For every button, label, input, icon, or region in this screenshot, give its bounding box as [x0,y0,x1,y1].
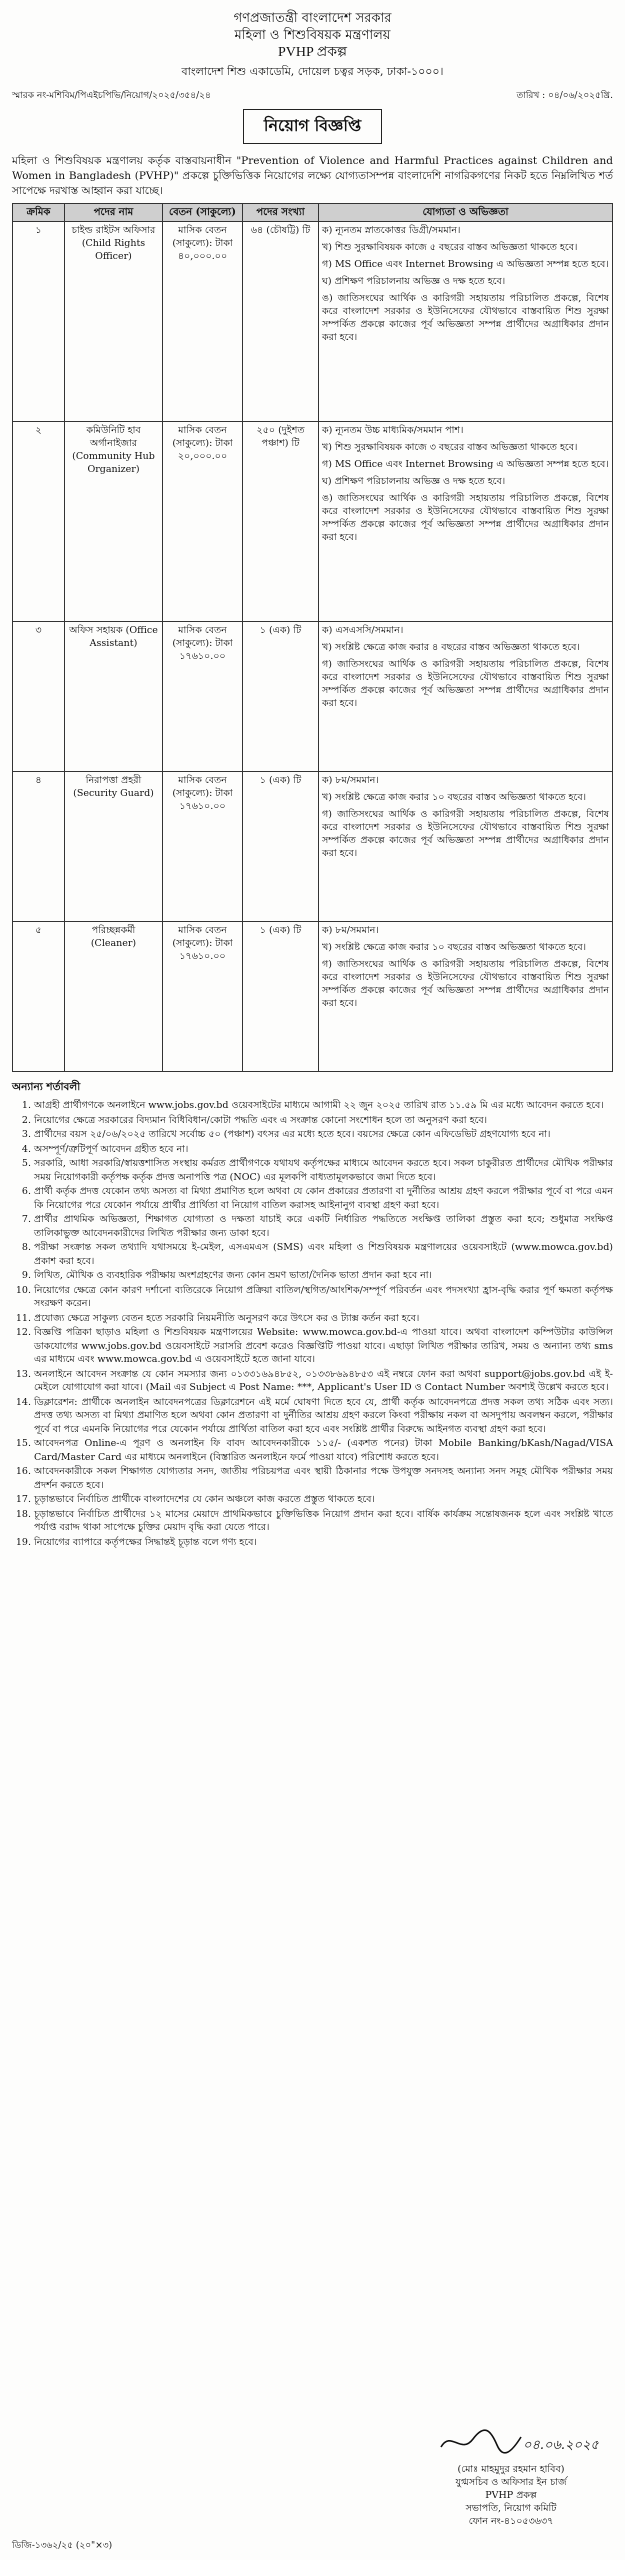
term-item: 16. আবেদনকারীকে সকল শিক্ষাগত যোগ্যতার সনদ, জাতীয় পরিচয়পত্র এবং স্থায়ী ঠিকানার পক্ষে উপযুক্ত সনদসহ অন্যান্য সনদ সমূহ মৌখিক পরীক্ষার সময় প্রদর্শন করতে হবে। [34,1465,613,1492]
term-item: 4. অসম্পূর্ণ/ত্রুটিপূর্ণ আবেদন গ্রহীত হবে না। [34,1143,613,1157]
qualification-item: গ) MS Office এবং Internet Browsing এ অভিজ্ঞতা সম্পন্ন হতে হবে। [322,459,609,470]
count-cell: ১ (এক) টি [243,772,319,922]
post-cell: নিরাপত্তা প্রহরী (Security Guard) [65,772,163,922]
col-salary: বেতন (সাকুল্যে) [163,204,243,222]
qualification-item: গ) জাতিসংঘের আর্থিক ও কারিগরী সহায়তায় পরিচালিত প্রকল্পে, বিশেষ করে বাংলাদেশ সরকার ও ইউনিসেফের যৌথভাবে বাস্তবায়িত শিশু সুরক্ষা সম্পর্কিত প্রকল্পে কাজের পূর্ব অভিজ্ঞতা সম্পন্ন প্রার্থীদের অগ্রাধিকার প্রদান করা হবে। [322,659,609,709]
serial-cell: ৪ [13,772,65,922]
qualification-item: খ) সংশ্লিষ্ট ক্ষেত্রে কাজ করার ৪ বছরের বাস্তব অভিজ্ঞতা থাকতে হবে। [322,642,580,653]
signature-block [411,2425,611,2528]
term-item: 7. প্রার্থীর প্রাথমিক অভিজ্ঞতা, শিক্ষাগত যোগ্যতা ও দক্ষতা যাচাই করে একটি নির্ধারিত পদ্ধতিতে সংক্ষিপ্ত তালিকা প্রস্তুত করা হবে; শুধুমাত্র সংক্ষিপ্ত তালিকাভুক্ত আবেদনকারীদের লিখিত পরীক্ষার জন্য ডাকা হবে। [34,1213,613,1240]
term-item: 11. প্রযোজ্য ক্ষেত্রে সাকুল্য বেতন হতে সরকারি নিয়মনীতি অনুসরণ করে উৎসে কর ও ট্যাক্স কর্তন করা হবে। [34,1312,613,1326]
term-item: 10. নিয়োগের ক্ষেত্রে কোন কারণ দর্শানো ব্যতিরেকে নিয়োগ প্রক্রিয়া বাতিল/স্থগিত/আংশিক/সম্পূর্ণ পরিবর্তন এবং পদসংখ্যা হ্রাস-বৃদ্ধি করার পূর্ণ ক্ষমতা কর্তৃপক্ষ সংরক্ষণ করেন। [34,1284,613,1311]
serial-cell: ৫ [13,922,65,1072]
memo-number: স্মারক নং-মশিবিম/পিএইচপিভি/নিয়োগ/২০২৫/৩৫৪/২৪ [12,91,211,101]
term-item: 12. বিজ্ঞপ্তি পত্রিকা ছাড়াও মহিলা ও শিশুবিষয়ক মন্ত্রণালয়ের Website: www.mowca.gov.bd-এ পাওয়া যাবে। অথবা বাংলাদেশ কম্পিউটার কাউন্সিল ডাকযোগের www.jobs.gov.bd ওয়েবসাইটে সরাসরি প্রবেশ করেও বিজ্ঞপ্তিটি পাওয়া যাবে। এছাড়া লিখিত পরীক্ষার তারিখ, সময় ও অন্যান্য তথ্য sms এর মাধ্যমে এবং www.mowca.gov.bd এ ওয়েবসাইটে হতে জানা যাবে। [34,1326,613,1367]
signature-date: ০৪.০৬.২০২৫ [523,2438,599,2453]
qualification-cell [319,772,613,922]
table-header-row [13,204,613,222]
qualification-item: ঙ) জাতিসংঘের আর্থিক ও কারিগরী সহায়তায় পরিচালিত প্রকল্পে, বিশেষ করে বাংলাদেশ সরকার ও ইউনিসেফের যৌথভাবে বাস্তবায়িত শিশু সুরক্ষা সম্পর্কিত প্রকল্পে কাজের পূর্ব অভিজ্ঞতা সম্পন্ন প্রার্থীদের অগ্রাধিকার প্রদান করা হবে। [322,493,609,543]
qualification-cell [319,922,613,1072]
signature-image [431,2425,599,2459]
signatory-designation: যুগ্মসচিব ও অফিসার ইন চার্জ [455,2477,567,2488]
term-item: 6. প্রার্থী কর্তৃক প্রদত্ত যেকোন তথ্য অসত্য বা মিথ্যা প্রমাণিত হলে অথবা যে কোন প্রকারের প্রতারণা বা দুর্নীতির আশ্রয় গ্রহণ করলে পরীক্ষার পূর্বে বা পরে এমন কি নিয়োগের পরে যেকোন পর্যায়ে প্রার্থীর প্রার্থিতা বা নিয়োগ বাতিল করাসহ আইনানুগ ব্যবস্থা গ্রহণ করা হবে। [34,1185,613,1212]
qualification-item: খ) শিশু সুরক্ষাবিষয়ক কাজে ৫ বছরের বাস্তব অভিজ্ঞতা থাকতে হবে। [322,242,578,253]
header-ministry: মহিলা ও শিশুবিষয়ক মন্ত্রণালয় [234,28,391,43]
term-item: 5. সরকারি, আধা সরকারি/স্বায়ত্তশাসিত সংস্থায় কর্মরত প্রার্থীগণকে যথাযথ কর্তৃপক্ষের মাধ্যমে আবেদন করতে হবে। সকল চাকুরীরত প্রার্থীদের মৌখিক পরীক্ষার সময় নিয়োগকারী কর্তৃপক্ষ কর্তৃক প্রদত্ত অনাপত্তি পত্র (NOC) এর মূলকপি বাধ্যতামূলকভাবে জমা দিতে হবে। [34,1157,613,1184]
header [12,10,613,80]
salary-cell: মাসিক বেতন (সাকুল্যে): টাকা ১৭৬১০.০০ [163,922,243,1072]
memo-line [12,88,613,103]
term-item: 2. নিয়োগের ক্ষেত্রে সরকারের বিদ্যমান বিধিবিধান/কোটা পদ্ধতি এবং এ সংক্রান্ত কোনো সংশোধন হলে তা অনুসরণ করা হবে। [34,1114,613,1128]
qualification-item: ক) ৮ম/সমমান। [322,925,379,936]
salary-cell: মাসিক বেতন (সাকুল্যে): টাকা ২০,০০০.০০ [163,422,243,622]
table-row [13,222,613,422]
intro-paragraph: মহিলা ও শিশুবিষয়ক মন্ত্রণালয় কর্তৃক বাস্তবায়নাধীন "Prevention of Violence and Harmful Practices against Children and Women in Bangladesh (PVHP)" প্রকল্পে চুক্তিভিত্তিক নিয়োগের লক্ষ্যে যোগ্যতাসম্পন্ন বাংলাদেশি নাগরিকগণের নিকট হতে নিম্নলিখিত শর্ত সাপেক্ষে দরখাস্ত আহ্বান করা যাচ্ছে। [12,155,613,197]
terms-list [12,1099,613,1549]
qualification-item: ক) ৮ম/সমমান। [322,775,379,786]
qualification-item: ক) ন্যূনতম স্নাতকোত্তর ডিগ্রী/সমমান। [322,225,461,236]
header-govt: গণপ্রজাতন্ত্রী বাংলাদেশ সরকার [233,11,392,26]
col-post: পদের নাম [65,204,163,222]
term-item: 18. চূড়ান্তভাবে নির্বাচিত প্রার্থীদের ১২ মাসের মেয়াদে প্রাথমিকভাবে চুক্তিভিত্তিক নিয়োগ প্রদান করা হবে। বার্ষিক কার্যক্রম সন্তোষজনক হলে এবং সংশ্লিষ্ট খাতে পর্যাপ্ত বরাদ্দ থাকা সাপেক্ষে চুক্তির মেয়াদ বৃদ্ধি করা যেতে পারে। [34,1508,613,1535]
signatory-org: PVHP প্রকল্প [485,2490,537,2501]
count-cell: ৬৪ (চৌষট্টি) টি [243,222,319,422]
header-project: PVHP প্রকল্প [277,45,347,60]
term-item: 19. নিয়োগের ব্যাপারে কর্তৃপক্ষের সিদ্ধান্তই চূড়ান্ত বলে গণ্য হবে। [34,1536,613,1550]
qualification-item: ক) এসএসসি/সমমান। [322,625,404,636]
qualification-item: গ) জাতিসংঘের আর্থিক ও কারিগরী সহায়তায় পরিচালিত প্রকল্পে, বিশেষ করে বাংলাদেশ সরকার ও ইউনিসেফের যৌথভাবে বাস্তবায়িত শিশু সুরক্ষা সম্পর্কিত প্রকল্পে কাজের পূর্ব অভিজ্ঞতা সম্পন্ন প্রার্থীদের অগ্রাধিকার প্রদান করা হবে। [322,959,609,1009]
term-item: 1. আগ্রহী প্রার্থীগণকে অনলাইনে www.jobs.gov.bd ওয়েবসাইটের মাধ্যমে আগামী ২২ জুন ২০২৫ তারিখ রাত ১১.৫৯ মি এর মধ্যে আবেদন করতে হবে। [34,1099,613,1113]
qualification-item: খ) সংশ্লিষ্ট ক্ষেত্রে কাজ করার ১০ বছরের বাস্তব অভিজ্ঞতা থাকতে হবে। [322,942,587,953]
qualification-item: ঘ) প্রশিক্ষণ পরিচালনায় অভিজ্ঞ ও দক্ষ হতে হবে। [322,476,506,487]
salary-cell: মাসিক বেতন (সাকুল্যে): টাকা ১৭৬১০.০০ [163,772,243,922]
qualification-item: গ) জাতিসংঘের আর্থিক ও কারিগরী সহায়তায় পরিচালিত প্রকল্পে, বিশেষ করে বাংলাদেশ সরকার ও ইউনিসেফের যৌথভাবে বাস্তবায়িত শিশু সুরক্ষা সম্পর্কিত প্রকল্পে কাজের পূর্ব অভিজ্ঞতা সম্পন্ন প্রার্থীদের অগ্রাধিকার প্রদান করা হবে। [322,809,609,859]
footer-code: ডিজি-১৩৬২/২৫ (২০"×৩) [12,2541,113,2551]
term-item: 9. লিখিত, মৌখিক ও ব্যবহারিক পরীক্ষায় অংশগ্রহণের জন্য কোন ভ্রমণ ভাতা/দৈনিক ভাতা প্রদান করা হবে না। [34,1269,613,1283]
notice-title [12,109,613,144]
table-row [13,772,613,922]
term-item: 3. প্রার্থীদের বয়স ২৫/০৬/২০২৫ তারিখে সর্বোচ্চ ৫০ (পঞ্চাশ) বৎসর এর মধ্যে হতে হবে। বয়সের ক্ষেত্রে কোন এফিডেভিট গ্রহণযোগ্য হবে না। [34,1128,613,1142]
qualification-item: খ) শিশু সুরক্ষাবিষয়ক কাজে ৩ বছরের বাস্তব অভিজ্ঞতা থাকতে হবে। [322,442,578,453]
post-cell: অফিস সহায়ক (Office Assistant) [65,622,163,772]
qualification-item: ক) ন্যূনতম উচ্চ মাধ্যমিক/সমমান পাশ। [322,425,464,436]
salary-cell: মাসিক বেতন (সাকুল্যে): টাকা ৪০,০০০.০০ [163,222,243,422]
serial-cell: ২ [13,422,65,622]
notice-page [12,10,613,1550]
qualification-item: গ) MS Office এবং Internet Browsing এ অভিজ্ঞতা সম্পন্ন হতে হবে। [322,259,609,270]
table-row [13,422,613,622]
qualification-cell [319,622,613,772]
col-serial: ক্রমিক [13,204,65,222]
terms-heading: অন্যান্য শর্তাবলী [12,1081,81,1093]
qualification-item: খ) সংশ্লিষ্ট ক্ষেত্রে কাজ করার ১০ বছরের বাস্তব অভিজ্ঞতা থাকতে হবে। [322,792,587,803]
term-item: 17. চূড়ান্তভাবে নির্বাচিত প্রার্থীকে বাংলাদেশের যে কোন অঞ্চলে কাজ করতে প্রস্তুত থাকতে হবে। [34,1493,613,1507]
col-qualification: যোগ্যতা ও অভিজ্ঞতা [319,204,613,222]
table-row [13,622,613,772]
term-item: 15. আবেদনপত্র Online-এ পূরণ ও অনলাইন ফি বাবদ আবেদনকারীকে ১১৫/- (একশত পনের) টাকা Mobile Banking/bKash/Nagad/VISA Card/Master Card এর মাধ্যমে অনলাইনে (বিস্তারিত অনলাইনে ফর্মে পাওয়া যাবে) পরিশোধ করতে হবে। [34,1437,613,1464]
salary-cell: মাসিক বেতন (সাকুল্যে): টাকা ১৭৬১০.০০ [163,622,243,772]
table-row [13,922,613,1072]
signatory-committee: সভাপতি, নিয়োগ কমিটি [465,2503,557,2514]
post-cell: কমিউনিটি হাব অর্গানাইজার (Community Hub Organizer) [65,422,163,622]
qualification-cell [319,222,613,422]
qualification-item: ঙ) জাতিসংঘের আর্থিক ও কারিগরী সহায়তায় পরিচালিত প্রকল্পে, বিশেষ করে বাংলাদেশ সরকার ও ইউনিসেফের যৌথভাবে বাস্তবায়িত শিশু সুরক্ষা সম্পর্কিত প্রকল্পে কাজের পূর্ব অভিজ্ঞতা সম্পন্ন প্রার্থীদের অগ্রাধিকার প্রদান করা হবে। [322,293,609,343]
count-cell: ১ (এক) টি [243,622,319,772]
post-cell: পরিচ্ছন্নকর্মী (Cleaner) [65,922,163,1072]
job-table [12,203,613,1072]
term-item: 13. অনলাইনে আবেদন সংক্রান্ত যে কোন সমস্যার জন্য ০১৩৩১৬৯৪৮৫২, ০১৩৩৮৬৯৪৮৫৩ এই নম্বরে ফোন করা অথবা support@jobs.gov.bd এই ই-মেইলে যোগাযোগ করা যাবে। (Mail এর Subject এ Post Name: ***, Applicant's User ID ও Contact Number অবশ্যই উল্লেখ করতে হবে। [34,1368,613,1395]
count-cell: ১ (এক) টি [243,922,319,1072]
memo-date: তারিখ : ০৪/০৬/২০২৫খ্রি. [516,91,613,101]
serial-cell: ৩ [13,622,65,772]
col-count: পদের সংখ্যা [243,204,319,222]
signatory-name: (মোঃ মাহমুদুর রহমান হাবিব) [457,2464,565,2475]
qualification-item: ঘ) প্রশিক্ষণ পরিচালনায় অভিজ্ঞ ও দক্ষ হতে হবে। [322,276,506,287]
term-item: 8. পরীক্ষা সংক্রান্ত সকল তথ্যাদি যথাসময়ে ই-মেইল, এসএমএস (SMS) এবং মহিলা ও শিশুবিষয়ক মন্ত্রণালয়ের ওয়েবসাইটে (www.mowca.gov.bd) প্রকাশ করা হবে। [34,1241,613,1268]
signatory-phone: ফোন নং-৪১০৫৩৬৩৭ [468,2516,554,2527]
count-cell: ২৫০ (দুইশত পঞ্চাশ) টি [243,422,319,622]
notice-title-text: নিয়োগ বিজ্ঞপ্তি [243,109,382,144]
post-cell: চাইল্ড রাইটস অফিসার (Child Rights Officer) [65,222,163,422]
serial-cell: ১ [13,222,65,422]
qualification-cell [319,422,613,622]
term-item: 14. ডিক্লারেশন: প্রার্থীকে অনলাইন আবেদনপত্রের ডিক্লারেশনে এই মর্মে ঘোষণা দিতে হবে যে, প্রার্থী কর্তৃক আবেদনপত্রে প্রদত্ত সকল তথ্য সঠিক এবং সত্য। প্রদত্ত তথ্য অসত্য বা মিথ্যা প্রমাণিত হলে অথবা কোন প্রতারণা বা দুর্নীতির আশ্রয় গ্রহণ করলে কিংবা পরীক্ষায় নকল বা অসদুপায় অবলম্বন করলে, পরীক্ষার পূর্বে বা পরে এমনকি নিয়োগের পরে যেকোন পর্যায়ে প্রার্থিতা বাতিল করা হবে এবং সংশ্লিষ্ট প্রার্থীর বিরুদ্ধে আইনগত ব্যবস্থা গ্রহণ করা হবে। [34,1396,613,1437]
header-address: বাংলাদেশ শিশু একাডেমি, দোয়েল চত্বর সড়ক, ঢাকা-১০০০। [181,65,444,78]
